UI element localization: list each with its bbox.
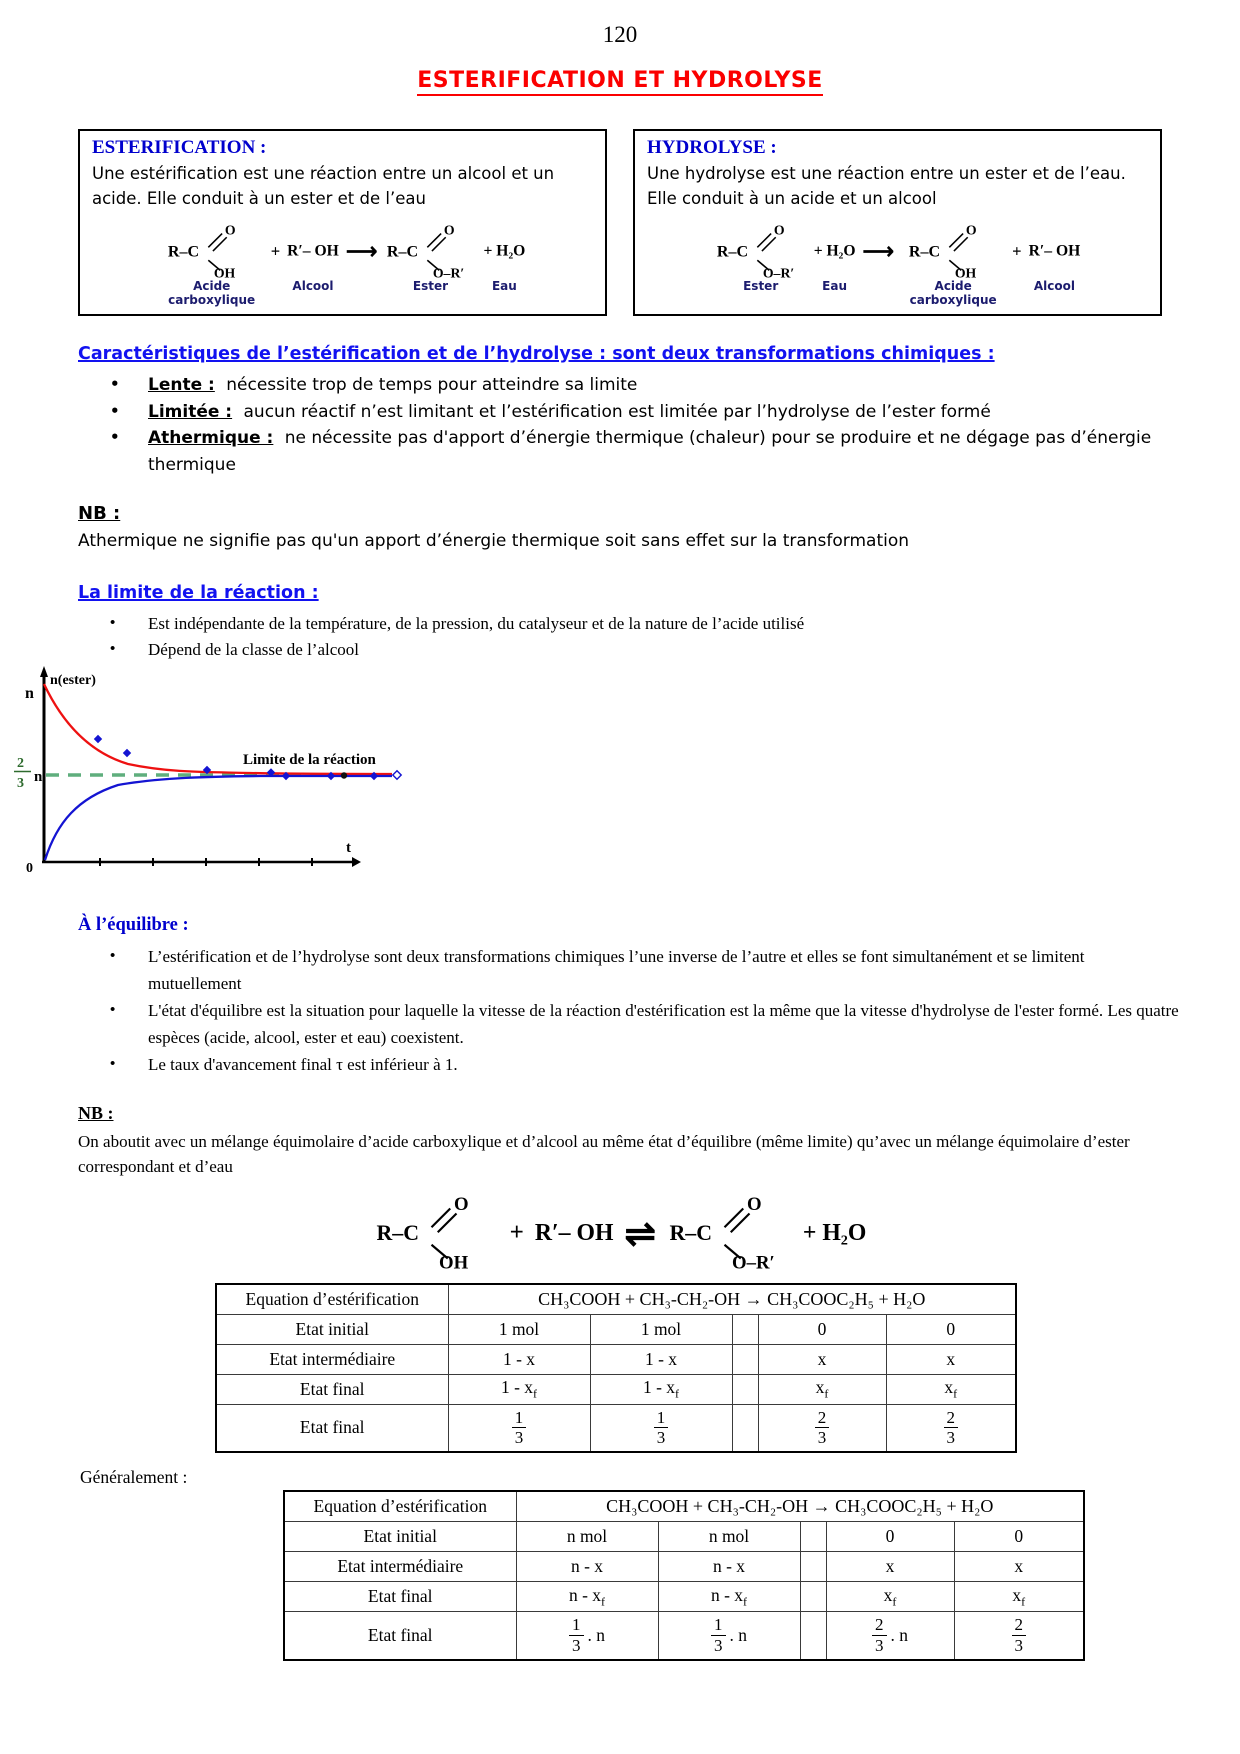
table-row	[284, 1522, 1084, 1552]
chem-token: ⟶	[345, 238, 378, 264]
table-cell: n - x	[516, 1552, 658, 1582]
caracteristiques-heading: Caractéristiques de l’estérification et de l’hydrolyse : sont deux transformations chimiques :	[78, 343, 995, 364]
chem-species-label: Eau	[491, 279, 517, 294]
esterification-table-1mol	[215, 1283, 1017, 1454]
graph-frac-unit: n	[34, 769, 43, 786]
table-cell: $\frac{2}{3}$	[954, 1612, 1084, 1660]
table-cell: Etat intermédiaire	[284, 1552, 516, 1582]
chem-structure-acid	[160, 217, 264, 308]
table-cell	[732, 1344, 758, 1374]
chem-token: + H₂O	[802, 1219, 867, 1246]
table-cell: $x_f$	[954, 1582, 1084, 1612]
table-cell: x	[886, 1344, 1016, 1374]
table-cell: $\frac{2}{3}$	[886, 1404, 1016, 1452]
svg-text:OH: OH	[954, 265, 977, 280]
chart-svg	[0, 664, 440, 882]
chem-token: + H₂O Eau	[813, 242, 856, 294]
caracteristiques-bullets	[110, 372, 1180, 479]
table-cell	[800, 1522, 826, 1552]
chem-structure	[166, 217, 258, 280]
table-cell: $1 - x_f$	[448, 1374, 590, 1404]
table-cell: n mol	[658, 1522, 800, 1552]
bullet-dot: •	[110, 374, 120, 393]
svg-text:O: O	[443, 221, 455, 237]
svg-text:O–R′: O–R′	[762, 265, 795, 280]
bullet-item: • Athermique : ne nécessite pas d'apport d’énergie thermique (chaleur) pour se produire et ne dégage pas d’énergie thermique	[110, 425, 1180, 479]
table-cell: n mol	[516, 1522, 658, 1552]
svg-text:O: O	[773, 221, 785, 237]
y-axis-arrow-icon	[40, 666, 48, 677]
limite-heading: La limite de la réaction :	[78, 582, 319, 603]
svg-text:R–C: R–C	[386, 243, 418, 261]
svg-text:O: O	[453, 1193, 469, 1215]
svg-text:O: O	[224, 221, 236, 237]
table-cell: x	[758, 1344, 886, 1374]
chem-token: R′– OH Alcool	[1028, 242, 1081, 294]
hydrolyse-formula	[647, 217, 1148, 308]
table-cell	[732, 1314, 758, 1344]
table-cell: Etat final	[216, 1404, 448, 1452]
esterification-formula	[92, 217, 593, 308]
chem-structure-acid	[901, 217, 1005, 308]
graph-frac-den: 3	[17, 776, 24, 792]
bullet-item: • Le taux d'avancement final τ est inférieur à 1.	[110, 1052, 1180, 1079]
chem-structure	[715, 217, 807, 280]
equilibre-bullets	[110, 944, 1180, 1078]
nb1-title: NB :	[78, 503, 121, 525]
table-cell: 1 mol	[590, 1314, 732, 1344]
table-cell	[800, 1612, 826, 1660]
table-cell	[732, 1374, 758, 1404]
svg-text:O–R′: O–R′	[731, 1252, 775, 1271]
table-cell: n - x	[658, 1552, 800, 1582]
chem-token: +	[509, 1219, 524, 1247]
table-cell: 0	[758, 1314, 886, 1344]
table-cell: Equation d’estérification	[284, 1491, 516, 1522]
table-cell: x	[954, 1552, 1084, 1582]
hydrolyse-text: Une hydrolyse est une réaction entre un ester et de l’eau. Elle conduit à un acide et un alcool	[647, 164, 1126, 208]
svg-text:O–R′: O–R′	[432, 265, 464, 280]
reaction-limit-chart	[0, 664, 1240, 887]
table-cell: $\frac{2}{3}$ . n	[826, 1612, 954, 1660]
table-cell	[800, 1552, 826, 1582]
table-cell: x	[826, 1552, 954, 1582]
esterification-text: Une estérification est une réaction entre un alcool et un acide. Elle conduit à un ester et de l’eau	[92, 164, 555, 208]
page-title-text: ESTERIFICATION ET HYDROLYSE	[417, 68, 823, 96]
table-cell: $\frac{1}{3}$ . n	[516, 1612, 658, 1660]
svg-text:OH: OH	[213, 265, 235, 280]
table-cell: CH₃COOH + CH₃-CH₂-OH → CH₃COOC₂H₅ + H₂O	[448, 1284, 1016, 1315]
nb2-title: NB :	[78, 1102, 114, 1123]
data-point	[123, 749, 131, 757]
bullet-dot: •	[110, 614, 116, 631]
chem-species-label: Acide carboxylique	[168, 279, 256, 307]
table-cell: $\frac{1}{3}$ . n	[658, 1612, 800, 1660]
bullet-dot: •	[110, 1055, 116, 1072]
chem-token: R′– OH	[534, 1219, 614, 1246]
hydrolyse-box	[633, 129, 1162, 316]
equilibrium-equation	[0, 1186, 1240, 1271]
table-row	[284, 1552, 1084, 1582]
esterification-table-nmol	[283, 1490, 1085, 1661]
table-cell: 0	[954, 1522, 1084, 1552]
table-cell: 1 mol	[448, 1314, 590, 1344]
graph-ytick-n: n	[25, 685, 34, 703]
chem-structure-acid	[374, 1186, 499, 1271]
chem-structure	[667, 1186, 792, 1271]
chem-species-label: Eau	[822, 279, 848, 294]
bullet-item: • L’estérification et de l’hydrolyse sont deux transformations chimiques l’une inverse de l’autre et elles se font simultanément et se limitent mutuellement	[110, 944, 1180, 998]
table-cell: Etat intermédiaire	[216, 1344, 448, 1374]
bullet-dot: •	[110, 641, 116, 658]
chem-species-label: Acide carboxylique	[909, 279, 997, 307]
table-cell: 0	[886, 1314, 1016, 1344]
chem-token: + H₂O Eau	[483, 242, 526, 294]
bullet-dot: •	[110, 428, 120, 447]
chem-species-label: Ester	[412, 279, 449, 294]
graph-frac-num: 2	[17, 756, 24, 772]
bullet-item: • Dépend de la classe de l’alcool	[110, 637, 1180, 664]
table-cell: $\frac{2}{3}$	[758, 1404, 886, 1452]
bullet-item: • Est indépendante de la température, de la pression, du catalyseur et de la nature de l’acide utilisé	[110, 611, 1180, 638]
chem-species-label: Alcool	[1033, 279, 1076, 294]
chem-structure	[907, 217, 999, 280]
table-cell: Etat final	[216, 1374, 448, 1404]
chem-token: +	[1012, 241, 1022, 261]
chem-structure-ester	[715, 217, 807, 294]
table-cell: $\frac{1}{3}$	[448, 1404, 590, 1452]
chem-token: ⇌	[624, 1213, 656, 1255]
graph-xlabel: t	[346, 840, 351, 857]
table-cell: 1 - x	[448, 1344, 590, 1374]
svg-text:O: O	[966, 221, 977, 237]
chem-token: +	[270, 241, 281, 261]
svg-text:R–C: R–C	[716, 243, 748, 261]
table-header-row	[216, 1284, 1016, 1315]
svg-text:O: O	[746, 1193, 762, 1215]
svg-text:R–C: R–C	[908, 243, 941, 261]
page-title	[0, 68, 1240, 93]
chem-structure-ester	[385, 217, 477, 294]
limite-bullets	[110, 611, 1180, 665]
table-cell: n - $x_f$	[516, 1582, 658, 1612]
bullet-dot: •	[110, 1002, 116, 1019]
data-point	[94, 735, 102, 743]
table-cell: n - $x_f$	[658, 1582, 800, 1612]
svg-text:R–C: R–C	[167, 243, 199, 261]
bullet-item: • L'état d'équilibre est la situation pour laquelle la vitesse de la réaction d'estérification est la même que la vitesse d'hydrolyse de l'ester formé. Les quatre espèces (acide, alcool, ester et eau) coexistent.	[110, 998, 1180, 1052]
table-cell: Etat initial	[216, 1314, 448, 1344]
limit-annotation: Limite de la réaction	[243, 752, 376, 769]
table-cell: $x_f$	[758, 1374, 886, 1404]
chem-species-label: Ester	[743, 279, 779, 294]
table-cell: Etat final	[284, 1612, 516, 1660]
chem-structure-ester	[667, 1186, 792, 1271]
svg-text:OH: OH	[438, 1252, 468, 1271]
table-cell	[732, 1404, 758, 1452]
table-cell: 1 - x	[590, 1344, 732, 1374]
x-axis-arrow-icon	[352, 857, 361, 867]
table-row	[284, 1612, 1084, 1660]
chem-structure	[374, 1186, 499, 1271]
table-cell: $x_f$	[886, 1374, 1016, 1404]
table-cell: $\frac{1}{3}$	[590, 1404, 732, 1452]
svg-text:R–C: R–C	[669, 1220, 712, 1245]
bullet-item: • Limitée : aucun réactif n’est limitant et l’estérification est limitée par l’hydrolyse de l’ester formé	[110, 399, 1180, 426]
nb1-text: Athermique ne signifie pas qu'un apport d’énergie thermique soit sans effet sur la transformation	[78, 531, 910, 552]
svg-text:R–C: R–C	[376, 1220, 419, 1245]
generalement-label: Généralement :	[80, 1467, 188, 1488]
table-cell: $x_f$	[826, 1582, 954, 1612]
esterification-curve	[45, 776, 392, 860]
table-row	[216, 1344, 1016, 1374]
esterification-heading: ESTERIFICATION :	[92, 137, 267, 158]
equilibre-heading: À l’équilibre :	[78, 915, 189, 936]
table-header-row	[284, 1491, 1084, 1522]
table-row	[216, 1314, 1016, 1344]
table-cell: Etat final	[284, 1582, 516, 1612]
table-row	[284, 1582, 1084, 1612]
table-cell: $1 - x_f$	[590, 1374, 732, 1404]
graph-origin: 0	[26, 861, 33, 877]
table-row	[216, 1404, 1016, 1452]
chem-species-label: Alcool	[292, 279, 334, 294]
hydrolyse-heading: HYDROLYSE :	[647, 137, 777, 158]
bullet-item: • Lente : nécessite trop de temps pour atteindre sa limite	[110, 372, 1180, 399]
page-number: 120	[602, 22, 638, 47]
chem-structure	[385, 217, 477, 280]
graph-ylabel: n(ester)	[50, 673, 96, 689]
esterification-box	[78, 129, 607, 316]
table-row	[216, 1374, 1016, 1404]
chem-token: ⟶	[862, 238, 895, 264]
data-point	[393, 771, 401, 779]
table-cell	[800, 1582, 826, 1612]
definition-boxes	[78, 129, 1162, 316]
chem-token: R′– OH Alcool	[287, 242, 339, 294]
table-cell: Etat initial	[284, 1522, 516, 1552]
nb2-text: On aboutit avec un mélange équimolaire d’acide carboxylique et d’alcool au même état d’équilibre (même limite) qu’avec un mélange équimolaire d’ester correspondant et d’eau	[78, 1131, 1130, 1177]
bullet-dot: •	[110, 401, 120, 420]
table-cell: CH₃COOH + CH₃-CH₂-OH → CH₃COOC₂H₅ + H₂O	[516, 1491, 1084, 1522]
bullet-dot: •	[110, 948, 116, 965]
table-cell: 0	[826, 1522, 954, 1552]
table-cell: Equation d’estérification	[216, 1284, 448, 1315]
data-point	[341, 773, 347, 779]
